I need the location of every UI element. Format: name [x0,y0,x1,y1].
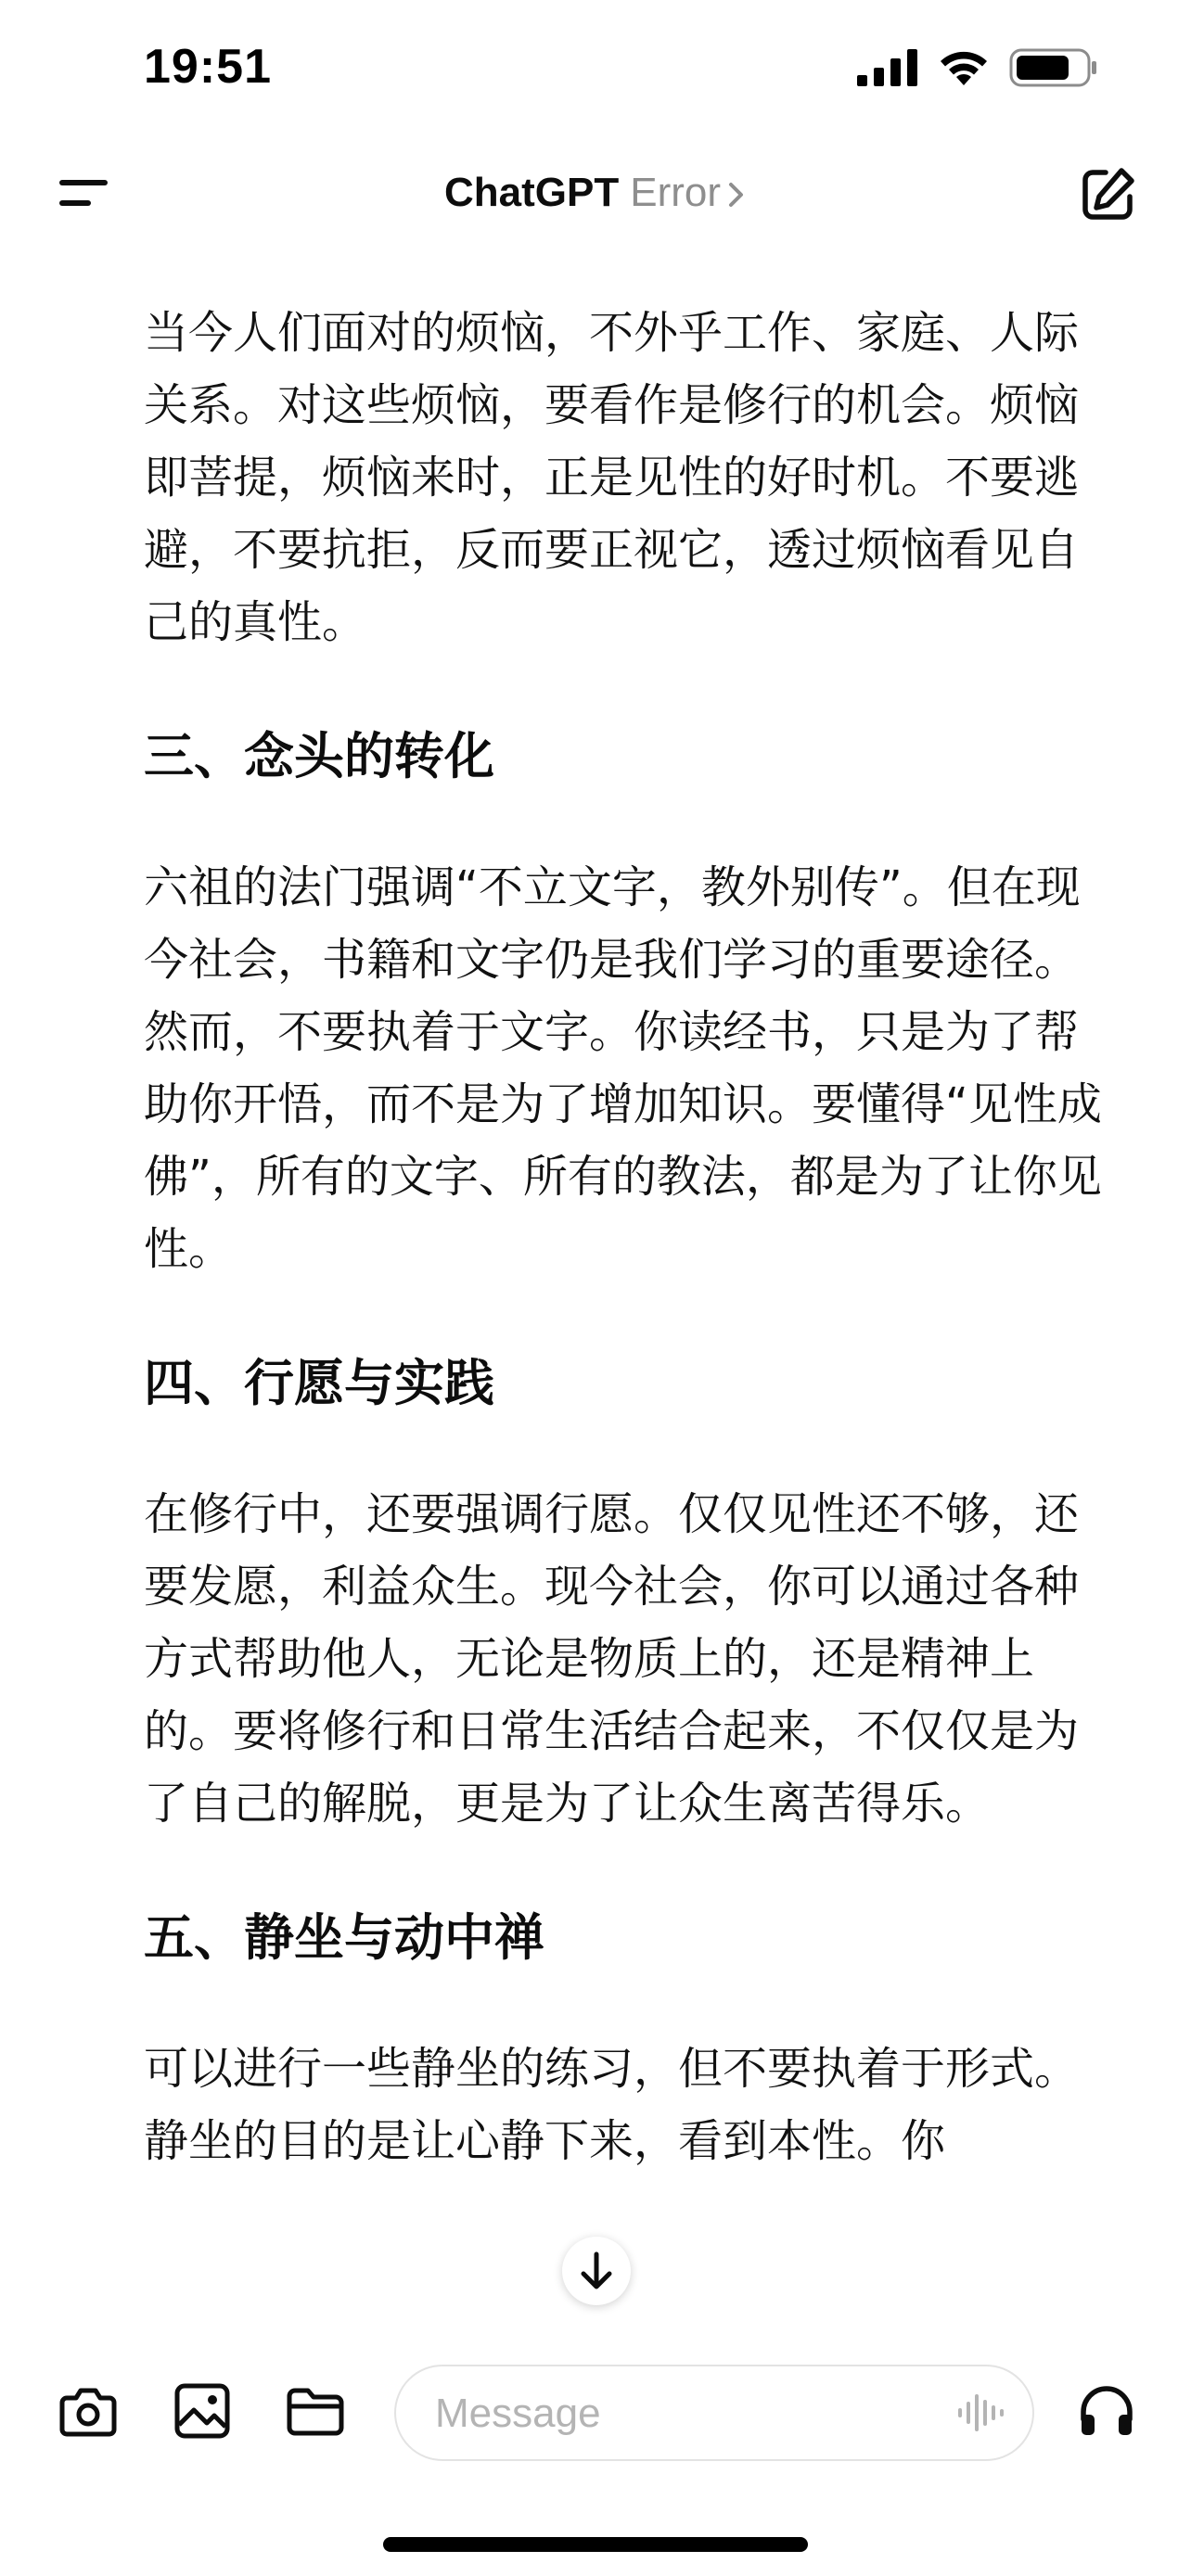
chat-header [0,148,1191,241]
home-indicator[interactable] [383,2537,808,2552]
battery-icon [1009,48,1098,87]
message-paragraph: 可以进行一些静坐的练习，但不要执着于形式。静坐的目的是让心静下来，看到本性。你 [144,2043,1080,2167]
voice-mode-button[interactable] [1074,2378,1139,2443]
photo-button[interactable] [170,2378,235,2443]
model-name: ChatGPT [443,170,620,215]
status-time: 19:51 [144,40,272,94]
scroll-to-bottom-button[interactable] [562,2237,631,2305]
section-heading: 四、行愿与实践 [144,1354,494,1412]
message-paragraph: 六祖的法门强调“不立文字，教外别传”。但在现今社会，书籍和文字仍是我们学习的重要途径。然而，不要执着于文字。你读经书，只是为了帮助你开悟，而不是为了增加知识。要懂得“见性成佛”，所有的文字、所有的教法，都是为了让你见性。 [144,861,1102,1275]
cellular-signal-icon [857,49,918,86]
assistant-message [144,297,1118,2177]
status-bar [0,0,1191,139]
wifi-icon [937,48,991,87]
message-input[interactable] [433,2366,928,2461]
camera-icon [59,2385,117,2437]
headphones-icon [1078,2384,1135,2438]
composer-bar [0,2337,1191,2476]
message-paragraph: 当今人们面对的烦恼，不外乎工作、家庭、人际关系。对这些烦恼，要看作是修行的机会。烦恼即菩提，烦恼来时，正是见性的好时机。不要逃避，不要抗拒，反而要正视它，透过烦恼看见自己的真性。 [144,307,1080,648]
arrow-down-icon [578,2251,615,2291]
section-heading: 五、静坐与动中禅 [144,1908,544,1967]
photo-icon [173,2382,231,2440]
message-paragraph: 在修行中，还要强调行愿。仅仅见性还不够，还要发愿，利益众生。现今社会，你可以通过各种方式帮助他人，无论是物质上的，还是精神上的。要将修行和日常生活结合起来，不仅仅是为了自己的解脱，更是为了让众生离苦得乐。 [144,1488,1080,1830]
files-button[interactable] [283,2378,348,2443]
camera-button[interactable] [56,2378,121,2443]
model-status: Error [630,170,721,215]
section-heading: 三、念头的转化 [144,727,494,785]
status-icons [857,48,1098,87]
message-box [394,2365,1034,2461]
chevron-right-icon [726,181,747,209]
folder-icon [286,2385,345,2437]
voice-waveform-icon[interactable] [956,2391,1005,2435]
new-chat-icon[interactable] [1078,165,1137,224]
model-selector[interactable] [0,165,1191,221]
